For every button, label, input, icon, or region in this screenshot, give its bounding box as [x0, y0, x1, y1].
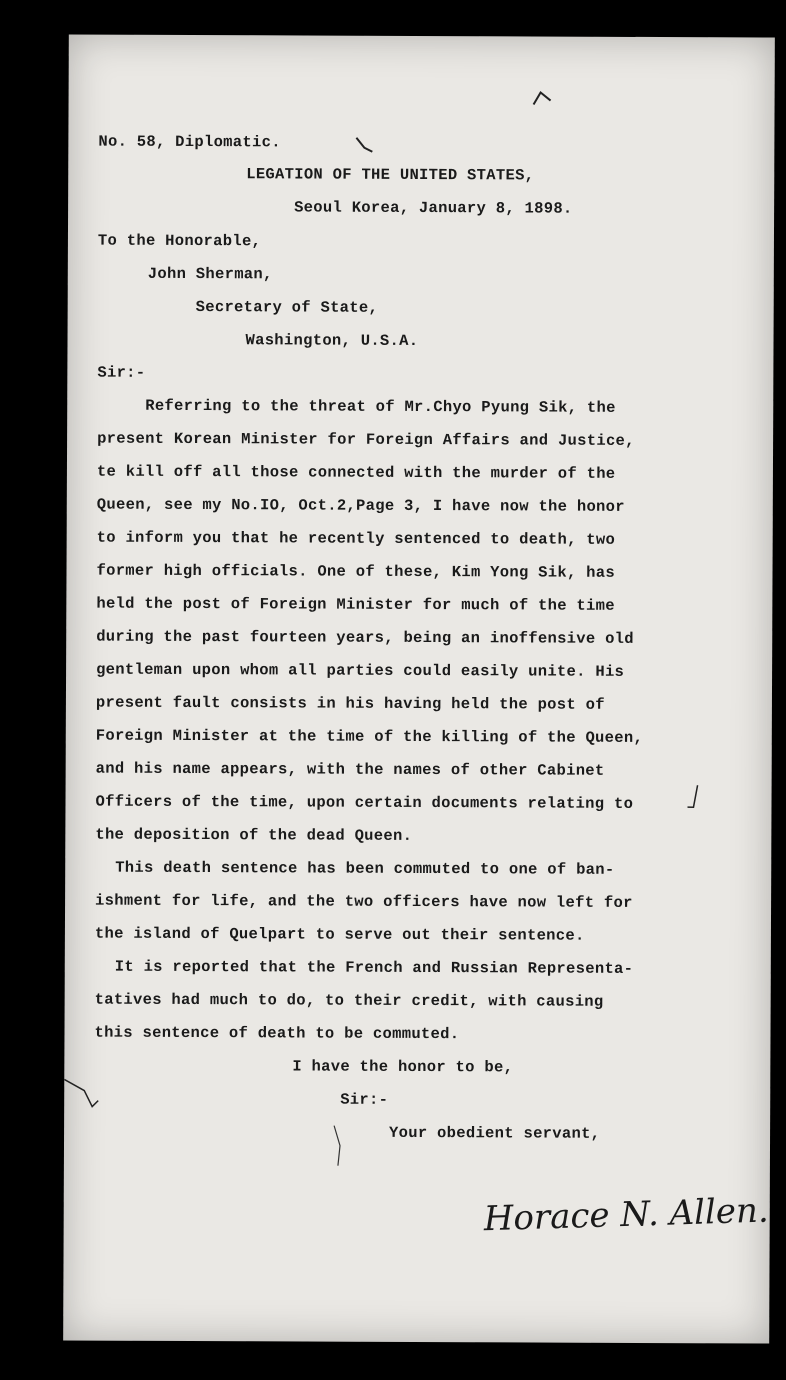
addressee-line: Secretary of State, [195, 298, 379, 317]
addressee-line: Washington, U.S.A. [245, 331, 419, 350]
body-line: Officers of the time, upon certain documents relating to [95, 792, 634, 813]
body-line: and his name appears, with the names of other Cabinet [95, 759, 605, 780]
addressee-line: To the Honorable, [97, 231, 262, 251]
body-line: the island of Quelpart to serve out their sentence. [94, 924, 585, 945]
body-line: held the post of Foreign Minister for much of the time [96, 594, 615, 615]
body-line: this sentence of death to be commuted. [94, 1023, 460, 1044]
body-line: Referring to the threat of Mr.Chyo Pyung Sik, the [145, 396, 616, 417]
body-line: It is reported that the French and Russian Representa- [114, 957, 634, 978]
body-line: This death sentence has been commuted to one of ban- [115, 858, 615, 879]
body-line: gentleman upon whom all parties could easily unite. His [96, 660, 625, 681]
body-line: during the past fourteen years, being an inoffensive old [96, 627, 634, 648]
salutation: Sir:- [97, 363, 146, 382]
closing-line: Your obedient servant, [389, 1123, 601, 1143]
letter-page [63, 34, 775, 1343]
handwritten-signature: Horace N. Allen. [483, 1190, 770, 1240]
body-line: tatives had much to do, to their credit, with causing [94, 990, 604, 1011]
legation-heading: LEGATION OF THE UNITED STATES, [246, 165, 535, 185]
body-line: former high officials. One of these, Kim Yong Sik, has [96, 561, 616, 582]
body-line: Queen, see my No.IO, Oct.2,Page 3, I have now the honor [96, 495, 625, 516]
addressee-line: John Sherman, [147, 264, 273, 284]
body-line: present Korean Minister for Foreign Affairs and Justice, [97, 429, 635, 450]
page-marks [63, 34, 775, 1343]
place-date: Seoul Korea, January 8, 1898. [294, 198, 573, 218]
body-line: the deposition of the dead Queen. [95, 825, 413, 845]
header-reference: No. 58, Diplomatic. [98, 132, 281, 152]
body-line: to inform you that he recently sentenced to death, two [96, 528, 616, 549]
body-line: Foreign Minister at the time of the killing of the Queen, [95, 726, 644, 747]
closing-line: I have the honor to be, [292, 1057, 514, 1077]
body-line: te kill off all those connected with the murder of the [96, 462, 616, 483]
body-line: present fault consists in his having held the post of [95, 693, 605, 714]
body-line: ishment for life, and the two officers have now left for [95, 891, 633, 912]
closing-line: Sir:- [340, 1090, 389, 1109]
